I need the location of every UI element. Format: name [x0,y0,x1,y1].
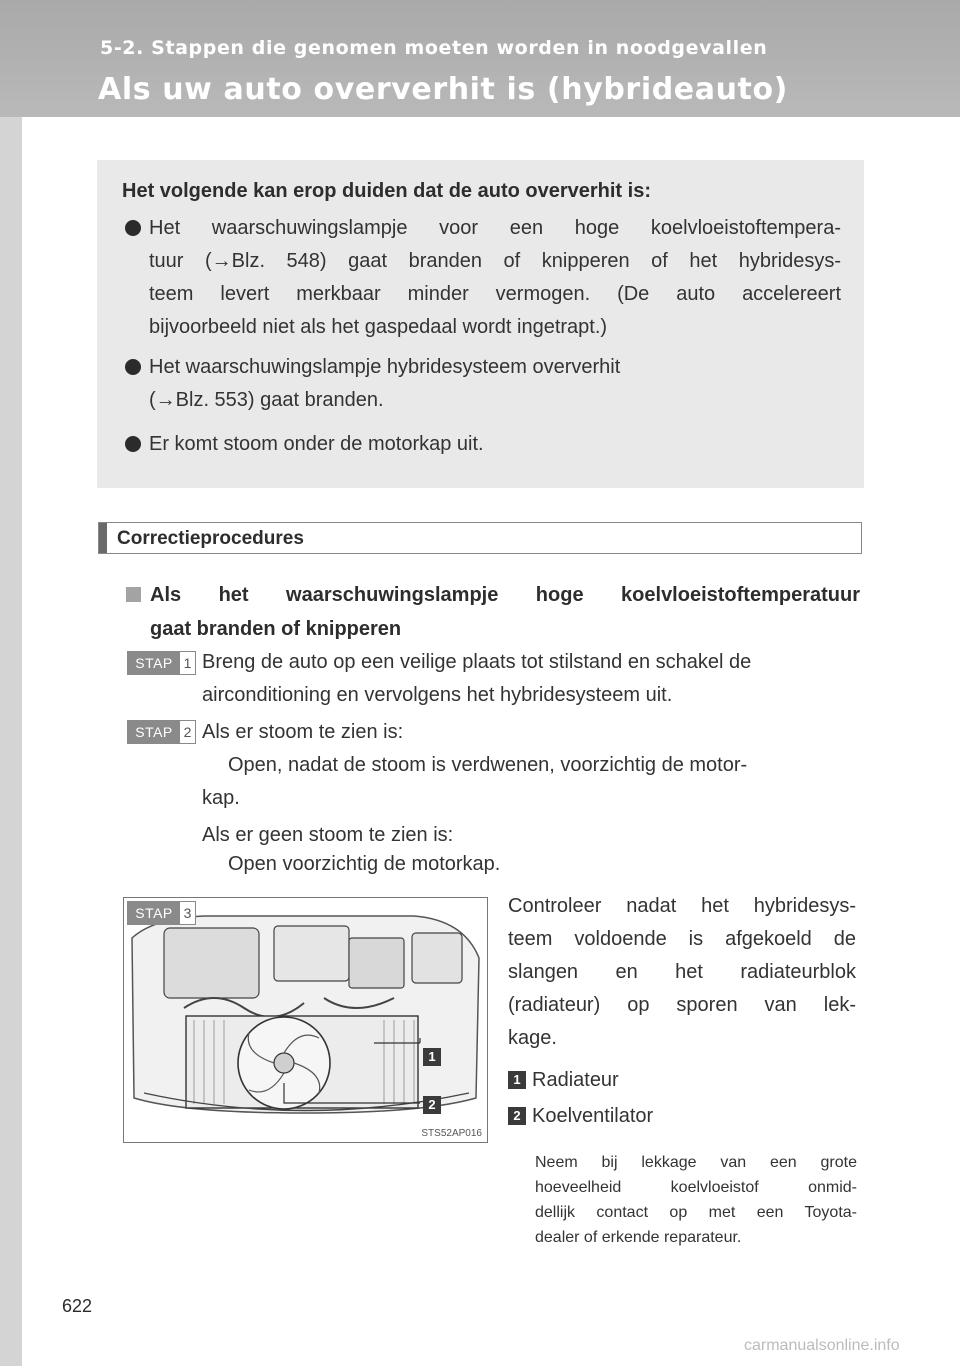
step-2-badge [127,720,196,744]
step-1-line-2: airconditioning en vervolgens het hybridesysteem uit. [202,684,673,706]
step-badge-number: 3 [183,905,192,921]
note-line: dealer of erkende reparateur. [535,1229,742,1246]
section-label: 5-2. Stappen die genomen moeten worden in noodgevallen [100,37,768,59]
step-badge-number: 1 [183,655,192,671]
symptom-bullet-3 [127,428,841,461]
step-2-case-1-line: Open, nadat de stoom is verdwenen, voorzichtig de motor- [228,754,748,776]
note-line: dellijk contact op met een Toyota- [535,1204,857,1221]
symptom-line: Er komt stoom onder de motorkap uit. [149,433,484,455]
note-line: hoeveelheid koelvloeistof onmid- [535,1179,857,1196]
square-bullet-icon [126,587,141,602]
symptom-line: teem levert merkbaar minder vermogen. (De auto accelereert [149,283,841,305]
step-badge-number: 2 [183,724,192,740]
symptom-bullet-1 [127,212,841,344]
bullet-dot-icon [125,359,141,375]
callout-radiator: 1 [423,1048,441,1066]
step-2-case-2-title: Als er geen stoom te zien is: [202,824,454,846]
legend-badge-2: 2 [508,1107,526,1125]
step-3-line: (radiateur) op sporen van lek- [508,994,856,1016]
watermark: carmanualsonline.info [744,1337,900,1354]
condition-heading [150,578,860,646]
step-1-line-1: Breng de auto op een veilige plaats tot stilstand en schakel de [202,651,752,673]
page-number: 622 [62,1296,93,1316]
page-title: Als uw auto oververhit is (hybrideauto) [98,72,788,107]
leak-note [535,1150,857,1250]
figure-code: STS52AP016 [421,1128,482,1139]
step-2-case-1-title: Als er stoom te zien is: [202,721,404,743]
symptoms-box [97,160,864,488]
note-line: Neem bij lekkage van een grote [535,1154,857,1171]
left-margin-bar [0,0,22,1366]
step-3-line: slangen en het radiateurblok [508,961,856,983]
step-2-case-1-line: kap. [202,787,240,809]
symptom-line: Het waarschuwingslampje voor een hoge koelvloeistoftempera- [149,217,841,239]
step-badge-label: STAP [128,652,180,674]
engine-bay-figure [123,897,488,1143]
bullet-dot-icon [125,220,141,236]
step-3-line: kage. [508,1027,557,1049]
step-2-case-2-text: Open voorzichtig de motorkap. [228,853,501,875]
step-3-line: Controleer nadat het hybridesys- [508,895,856,917]
step-3-badge [127,901,196,925]
legend-label-radiator: Radiateur [532,1069,619,1091]
symptom-line: (→Blz. 553) gaat branden. [149,389,384,411]
symptom-line: Het waarschuwingslampje hybridesysteem oververhit [149,356,621,378]
step-badge-label: STAP [128,902,180,924]
legend-badge-1: 1 [508,1071,526,1089]
callout-cooling-fan: 2 [423,1096,441,1114]
condition-line: Als het waarschuwingslampje hoge koelvloeistoftemperatuur [150,584,860,606]
procedures-heading [98,522,862,554]
bullet-dot-icon [125,436,141,452]
step-badge-label: STAP [128,721,180,743]
symptoms-title: Het volgende kan erop duiden dat de auto oververhit is: [122,180,651,202]
condition-line: gaat branden of knipperen [150,618,402,640]
step-1-badge [127,651,196,675]
symptom-line: bijvoorbeeld niet als het gaspedaal wordt ingetrapt.) [149,316,608,338]
legend-label-cooling-fan: Koelventilator [532,1105,654,1127]
procedures-heading-text: Correctieprocedures [117,528,304,549]
symptom-line: tuur (→Blz. 548) gaat branden of knipperen of het hybridesys- [149,250,841,272]
step-3-line: teem voldoende is afgekoeld de [508,928,856,950]
page-header [0,0,960,117]
symptom-bullet-2 [127,351,841,417]
